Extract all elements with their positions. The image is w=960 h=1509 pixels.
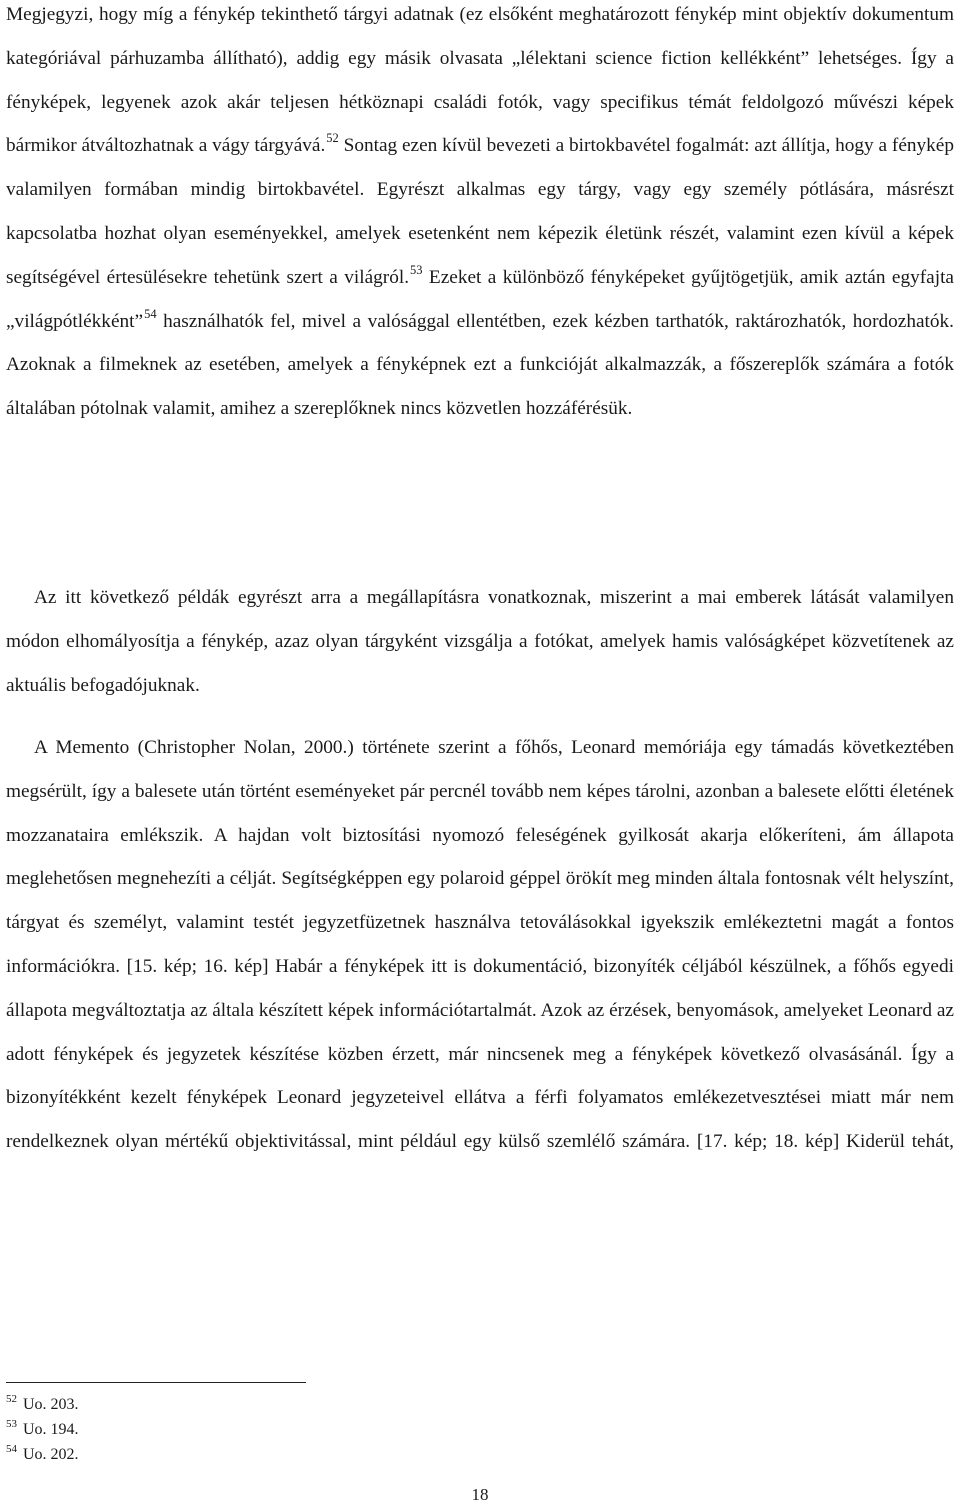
footnote-item: [6, 1417, 79, 1442]
footnote-number: 54: [6, 1443, 17, 1455]
footnote-text: Uo. 202.: [19, 1446, 79, 1463]
footnote-item: [6, 1392, 79, 1417]
footnote-ref-52[interactable]: 52: [326, 131, 339, 146]
paragraph-sontag-text-2: Sontag ezen kívül bevezeti a birtokbavétel fogalmát: azt állítja, hogy a fénykép valamilyen formában mindig birtokbavétel. Egyrészt alkalmas egy tárgy, vagy egy személy pótlására, másrészt kapcsolatba hozhat olyan eseményekkel, amelyek esetenként nem képezik életünk részét, valamint ezen kívül a képek segítségével értesülésekre tehetünk szert a világról.: [6, 135, 954, 288]
paragraph-memento: A Memento (Christopher Nolan, 2000.) története szerint a főhős, Leonard memóriája egy támadás következtében megsérült, így a balesete után történt eseményeket pár percnél tovább nem képes tárolni, azonban a balesete előtti életének mozzanataira emlékszik. A hajdan volt biztosítási nyomozó feleségének gyilkosát akarja előkeríteni, ám állapota meglehetősen megnehezíti a célját. Segítségképpen egy polaroid géppel örökít meg minden általa fontosnak vélt helyszínt, tárgyat és személyt, valamint testét jegyzetfüzetnek használva tetoválásokkal igyekszik emlékeztetni magát a fontos információkra. [15. kép; 16. kép] Habár a fényképek itt is dokumentáció, bizonyíték céljából készülnek, a főhős egyedi állapota megváltoztatja az általa készített képek információtartalmát. Azok az érzések, benyomások, amelyeket Leonard az adott fényképek és jegyzetek készítése közben érzett, már nincsenek meg a fényképek következő olvasásánál. Így a bizonyítékként kezelt fényképek Leonard jegyzeteivel ellátva a férfi folyamatos emlékezetvesztései miatt már nem rendelkeznek olyan mértékű objektivitással, mint például egy külső szemlélő számára. [17. kép; 18. kép] Kiderül tehát,: [6, 737, 954, 1153]
document-page: [6, 0, 954, 1509]
footnote-number: 52: [6, 1393, 17, 1405]
footnotes: [6, 1392, 79, 1467]
paragraph-sontag-text-1: Megjegyzi, hogy míg a fénykép tekinthető tárgyi adatnak (ez elsőként meghatározott fénykép mint objektív dokumentum kategóriával párhuzamba állítható), addig egy másik olvasata „lélektani science fiction kellékként” lehetséges. Így a fényképek, legyenek azok akár teljesen hétköznapi családi fotók, vagy specifikus témát feldolgozó művészi képek bármikor átváltozhatnak a vágy tárgyává.: [6, 4, 954, 157]
paragraph-sontag: [6, 0, 954, 431]
footnote-text: Uo. 194.: [19, 1421, 79, 1438]
paragraph-examples-intro: Az itt következő példák egyrészt arra a megállapításra vonatkoznak, miszerint a mai emberek látását valamilyen módon elhomályosítja a fénykép, azaz olyan tárgyként vizsgálja a fotókat, amelyek hamis valóságképet közvetítenek az aktuális befogadójuknak.: [6, 587, 954, 696]
footnote-item: [6, 1442, 79, 1467]
footnote-ref-54[interactable]: 54: [144, 306, 157, 321]
paragraph-sontag-text-3: Ezeket a különböző fényképeket gyűjtögetjük, amik aztán egyfajta „világpótlékként”: [6, 266, 954, 332]
page-number: 18: [471, 1485, 489, 1504]
footnote-number: 53: [6, 1418, 17, 1430]
footnote-separator: [6, 1382, 306, 1383]
paragraph-sontag-text-4: használhatók fel, mivel a valósággal ellentétben, ezek kézben tarthatók, raktározhatók, hordozhatók. Azoknak a filmeknek az esetében, amelyek a fényképnek ezt a funkcióját alkalmazzák, a főszereplők számára a fotók általában pótolnak valamit, amihez a szereplőknek nincs közvetlen hozzáférésük.: [6, 310, 954, 420]
footnote-ref-53[interactable]: 53: [410, 262, 423, 277]
footnote-text: Uo. 203.: [19, 1396, 79, 1413]
